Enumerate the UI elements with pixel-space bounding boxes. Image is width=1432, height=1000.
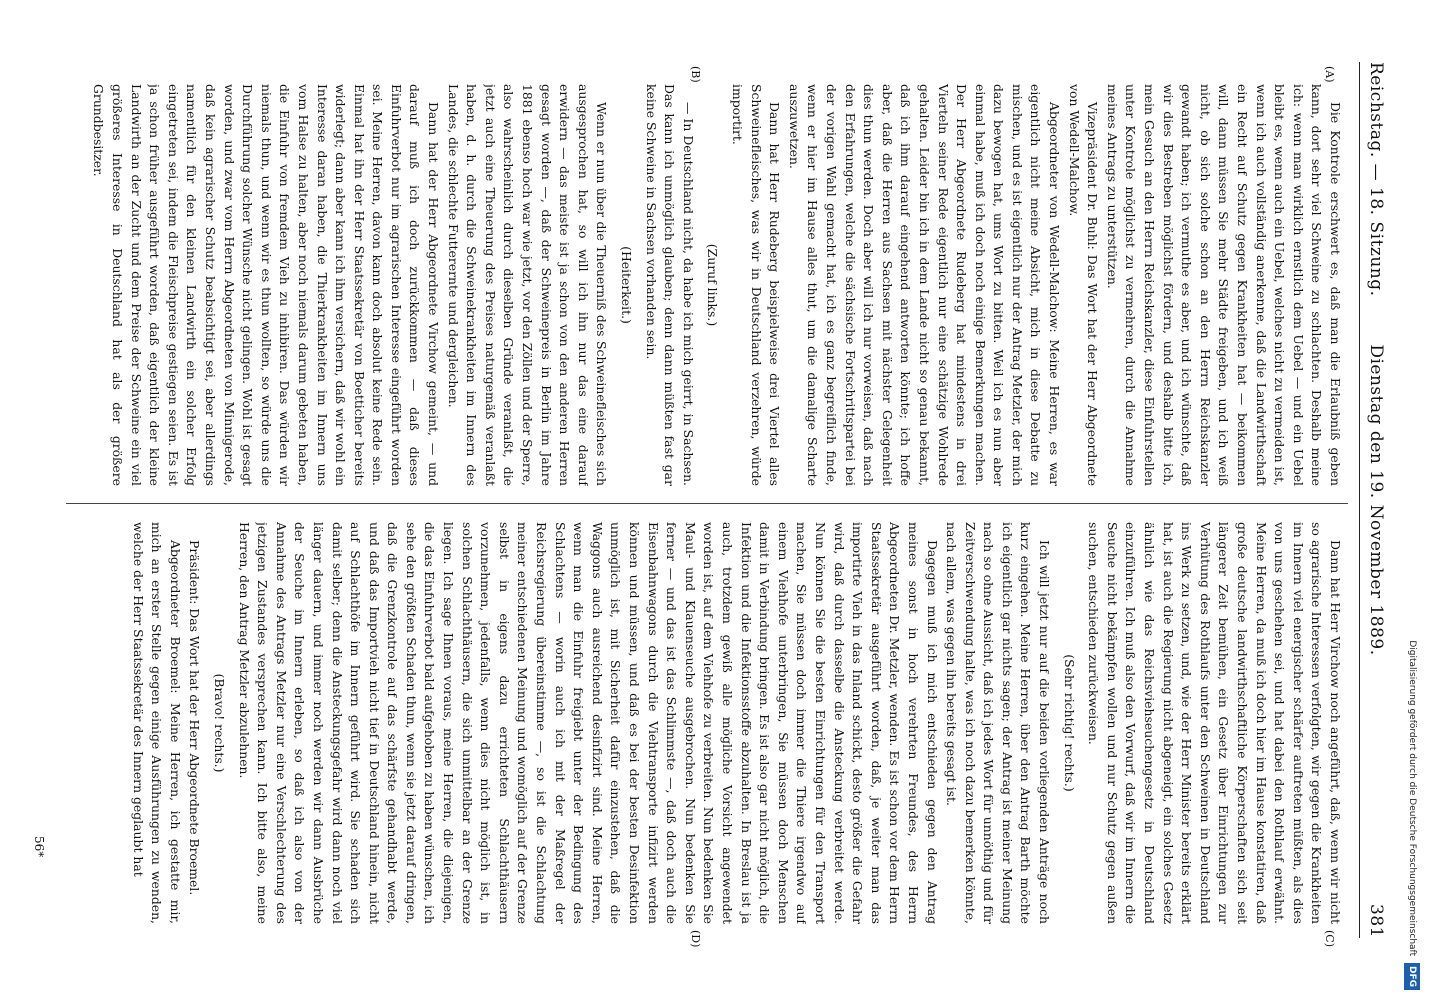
stage-direction: (Sehr richtig! rechts.): [1061, 654, 1077, 792]
paragraph: Wenn er nun über die Theuerniß des Schweinefleisches sich ausgesprochen hat, so will ich ihn nur das eine darauf erwidern — das meiste ist ja schon von den anderen Herren gesagt worden —, daß der Schweinepreis in Berlin im Jahre 1881 ebenso hoch war wie jetzt, vor den Zöllen und der Sperre, also wahrscheinlich durch dieselben Gründe veranlaßt, die jetzt auch eine Theuerung des Preises naturgemäß veranlaßt haben, d. h. durch die Schweinekrankheiten im Innern des Landes, die schlechte Futterernte und dergleichen.: [445, 84, 610, 486]
stage-direction: (Zuruf links.): [705, 243, 721, 327]
page-header: [1359, 62, 1394, 938]
dfg-logo: DFG: [1404, 963, 1420, 990]
header-date: Dienstag den 19. November 1889.: [1366, 344, 1386, 656]
margin-marker-d: (D): [689, 930, 702, 948]
paragraph: Abgeordneter von Wedell-Malchow: Meine Herren, es war eigentlich nicht meine Absicht, mich in diese Debatte zu mischen, und es ist eigentlich nur der Antrag Metzler, der mich dazu bewogen hat, ums Wort zu bitten. Weil ich es nun aber einmal habe, muß ich doch noch einige Bemerkungen machen. Der Herr Abgeordnete Rudeberg hat mindestens in drei Vierteln seiner Rede eigentlich nur eine schätzige Wohlrede gehalten. Leider bin ich in dem Lande nicht so genau bekannt, daß ich ihm darauf eingehend antworten könnte; ich hoffe aber, daß die Herren aus Sachsen mit nächster Gelegenheit dies thun werden. Doch aber will ich nur vorweisen, daß nach den Erfahrungen, welche die sächsische Fortschrittspartei bei der vorigen Wahl gemacht hat, ich es ganz begreiflich finde, wenn er hier im Hause alles thut, um die damalige Scharte auszuwetzen.: [786, 84, 1063, 486]
paragraph: Präsident: Das Wort hat der Herr Abgeordnete Broemel.: [187, 540, 203, 896]
dfg-credit: [1404, 10, 1420, 990]
signature-number: 56*: [32, 836, 46, 858]
column-divider: [66, 503, 1348, 504]
stage-direction: (Bravo! rechts.): [211, 673, 227, 773]
paragraph: Dann hat der Herr Abgeordnete Virchow gemeint, — und darauf muß ich doch zurückkommen — daß dieses Einfuhrverbot nur im agrarischen Interesse eingeführt worden sei. Meine Herren, davon kann doch absolut keine Rede sein. Einmal hat ihn der Herr Staatssekretär von Boetticher bereits widerlegt; dann aber kann ich ihm versichern, daß wir wohl ein Interesse daran haben, die Thierkrankheiten im Innern uns vom Halse zu halten, aber noch niemals darum gebeten haben, die Einfuhr von fremdem Vieh zu inhibiren. Das würden wir niemals thun, und wenn wir es thun wollten, so würde uns die Durchführung solcher Wünsche nicht gelingen. Wohl ist gesagt worden, und zwar vom Herrn Abgeordneten von Minnigerode, daß kein agrarischer Schutz beabsichtigt sei, aber allerdings namentlich für den kleinen Landwirth ein solcher Erfolg eingetreten sei, indem die Fleischpreise gestiegen seien. Es ist ja schon früher ausgeführt worden, daß eigentlich der kleine Landwirth an der Zucht und dem Preise der Schweine ein viel größeres Interesse in Deutschland hat als der größere Grundbesitzer.: [91, 84, 442, 486]
paragraph: Dann hat Herr Rudeberg beispielweise drei Viertel alles Schweinefleisches, was wir in Deutschland verzehren, würde importirt.: [730, 84, 783, 486]
page-number: 381: [1366, 904, 1386, 938]
margin-marker-a: (A): [1323, 66, 1336, 83]
margin-marker-b: (B): [689, 66, 702, 83]
paragraph: Dann hat Herr Virchow noch angeführt, daß, wenn wir nicht so agrarische Interessen verfolgten, wir gegen die Krankheiten im Innern viel energischer schärfer auftreten müßten, als dies von uns geschehen sei, und hat dabei den Rothlauf erwähnt. Meine Herren, da muß ich doch hier im Hause konstatiren, daß große deutsche landwirthschaftliche Körperschaften sich seit längerer Zeit bemühen, ein Gesetz über Einrichtungen zur Verhütung des Rothlaufs unter den Schweinen in Deutschland ins Werk zu setzen, und, wie der Herr Minister bereits erklärt hat, ist auch die Regierung nicht abgeneigt, ein solches Gesetz ähnlich wie das Reichsviehseuchengesetz in Deutschland einzuführen. Ich muß also den Vorwurf, daß wir im Innern die Seuche nicht bekämpfen wollen und nur Schutz gegen außen suchen, entschieden zurückweisen.: [1086, 522, 1343, 924]
paragraph: Dagegen muß ich mich entschieden gegen den Antrag meines sonst in hoch verehrten Freundes, des Herrn Abgeordneten Dr. Metzler, wenden. Es ist schon vor dem Herrn Staatssekretär ausgeführt worden, daß, je weiter man das importirte Vieh in das Inland schickt, desto größer die Gefahr wird, daß durch dasselbe die Ansteckung verbreitet werde. Nun können Sie die besten Einrichtungen für den Transport machen, Sie müssen doch immer die Thiere irgendwo auf einem Viehhofe unterbringen, Sie müssen doch Menschen damit in Verbindung bringen. Es ist also gar nicht möglich, die Infektion und die Infektionsstoffe abzuhalten. In Breslau ist ja auch, trotzdem gewiß alle mögliche Vorsicht angewendet worden ist, auf dem Viehhofe zu verbreiten. Nun bedenken Sie Maul- und Klauenseuche ausgebrochen. Nun bedenken Sie ferner — und das ist das Schlimmste —, daß doch auch die Eisenbahnwagons durch die Viehtransporte infizirt werden können und müssen, und daß es bei der besten Desinfektion unmöglich ist, mit Sicherheit dafür einzustehen, daß die Waggons auch ausreichend desinfizirt sind. Meine Herren, wenn man die Einfuhr freigiebt unter der Bedingung des Schlachtens — worin auch ich mit der Maßregel der Reichsregierung übereinstimme —, so ist die Schlachtung meiner entschiedenen Meinung und womöglich auf der Grenze selbst in eigens dazu errichteten Schlachthäusern vorzunehmen, jedenfalls, wenn dies nicht möglich ist, in solchen Schlachthäusern, die sich unmittelbar an der Grenze liegen. Ich sage Ihnen voraus, meine Herren, die diejenigen, die das Einfuhrverbot bald aufgehoben zu haben wünschen, ich sehe den größten Schaden thun, wenn sie jetzt darauf dringen, daß die Grenzkontrole auf das schärfste gehandhabt werde, und daß das Importvieh nicht tief in Deutschland hinein, nicht auf Schlachthöfe im Innern geführt wird. Sie schaden sich damit selber; denn die Ansteckungsgefahr wird dann noch viel länger dauern, und immer noch werden wir dann Ausbrüche der Seuche im Innern erleben, so daß ich also von der Annahme des Antrags Metzler nur eine Verschlechterung des jetzigen Zustandes versprechen kann. Ich bitte also, meine Herren, den Antrag Metzler abzulehnen.: [236, 522, 940, 924]
header-left: Reichstag. — 18. Sitzung.: [1366, 62, 1386, 297]
paragraph: Vizepräsident Dr. Buhl: Das Wort hat der Herr Abgeordnete von Wedell-Malchow.: [1066, 84, 1101, 486]
paragraph: — In Deutschland nicht, da habe ich mich geirrt, in Sachsen. Das kann ich unmöglich glauben; denn dann müßten fast gar keine Schweine in Sachsen vorhanden sein.: [643, 84, 696, 486]
paragraph: Ich will jetzt nur auf die beiden vorliegenden Anträge noch kurz eingehen. Meine Herren, über den Antrag Barth möchte ich eigentlich gar nichts sagen; der Antrag ist meiner Meinung nach so ohne Aussicht, daß ich jedes Wort für unnöthig und für Zeitverschwendung halte, was ich noch dazu bemerken könnte, nach allem, was gegen ihn bereits gesagt ist.: [944, 522, 1053, 924]
paragraph: Die Kontrole erschwert es, daß man die Erlaubniß geben kann, dort sehr viel Schweine zu schlachten. Deshalb meine ich: wenn man wirklich ernstlich dem Uebel — und ein Uebel bleibt es, wenn auch ein Uebel, welches nicht zu vermeiden ist, wenn ich auch vollständig anerkenne, daß die Landwirthschaft ein Recht auf Schutz gegen Krankheiten hat — beikommen will, dann müssen Sie mehr Städte freigeben, und ich weiß nicht, ob sich solche schon an den Herrn Reichskanzler gewandt haben; ich vermuthe es aber, und ich wünschte, daß wir dies Bestreben möglichst fördern, und deshalb bitte ich, mein Gesuch an den Herrn Reichskanzler, diese Einfuhrstellen unter Kontrole möglichst zu vermehren, durch die Annahme meines Antrags zu unterstützen.: [1104, 84, 1343, 486]
left-column: [70, 84, 1344, 486]
paragraph: Abgeordneter Broemel: Meine Herren, ich gestatte mir, mich an erster Stelle gegen einige Ausführungen zu wenden, welche der Herr Staatssekretär des Innern geglaubt hat: [130, 522, 183, 924]
dfg-credit-text: Digitalisierung gefördert durch die Deutsche Forschungsgemeinschaft: [1407, 640, 1417, 957]
margin-marker-c: (C): [1323, 930, 1336, 947]
stage-direction: (Heiterkeit.): [619, 246, 635, 324]
right-column: [70, 522, 1344, 924]
